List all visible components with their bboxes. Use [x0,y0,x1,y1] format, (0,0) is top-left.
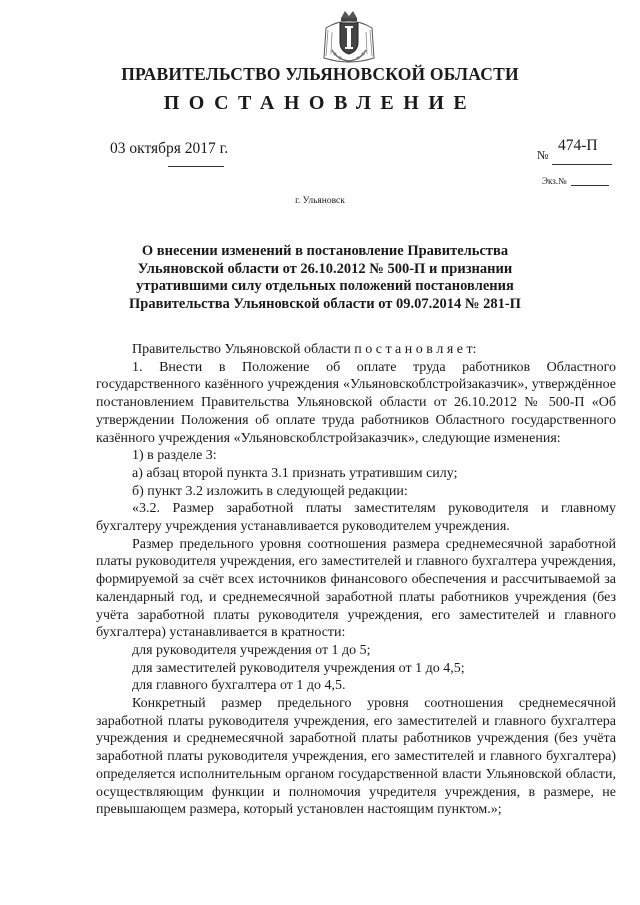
city-label: г. Ульяновск [295,196,345,206]
document-date: 03 октября 2017 г. [110,140,229,157]
body-paragraph: для главного бухгалтера от 1 до 4,5. [132,678,346,694]
body-paragraph: а) абзац второй пункта 3.1 признать утратившим силу; [132,465,458,481]
government-title: ПРАВИТЕЛЬСТВО УЛЬЯНОВСКОЙ ОБЛАСТИ [121,64,519,84]
copy-number-label: Экз.№ [542,176,567,186]
body-paragraph: для руководителя учреждения от 1 до 5; [132,642,371,658]
coat-of-arms-icon [318,6,380,68]
body-paragraph: для заместителей руководителя учреждения от 1 до 4,5; [132,660,465,676]
subject-line: Ульяновской области от 26.10.2012 № 500-П и признании [137,260,513,277]
subject-line: О внесении изменений в постановление Правительства [141,243,509,259]
body-paragraph: Размер предельного уровня соотношения размера среднемесячной заработной платы руководителя учреждения, его заместителей и главного бухгалтера учреждения, формируемой за счёт всех источников финансового обеспечения и рассчитываемой за календарный год, и среднемесячной заработной платы работников учреждения (без учёта заработной платы руководителя учреждения, его заместителей и главного бухгалтера) устанавливается в кратности: [96,536,616,641]
body-paragraph: б) пункт 3.2 изложить в следующей редакции: [132,483,408,499]
number-sign: № [537,148,549,162]
number-underline [552,164,612,165]
body-paragraph: Конкретный размер предельного уровня соотношения среднемесячной заработной платы руководителя учреждения, его заместителей и главного бухгалтера учреждения и среднемесячной заработной платы работников учреждения (без учёта заработной платы руководителя учреждения, его заместителей и главного бухгалтера) определяется исполнительным органом государственной власти Ульяновской области, осуществляющим функции и полномочия учредителя учреждения, в размере, не превышающем размера, который установлен настоящим пунктом.»; [96,696,616,818]
body-paragraph: Правительство Ульяновской области п о с т а н о в л я е т: [132,342,477,357]
body-paragraph: 1) в разделе 3: [132,448,217,464]
document-number: 474-П [558,137,598,154]
copy-number-underline [571,185,609,186]
document-body [96,341,616,819]
body-paragraph: «3.2. Размер заработной платы заместителям руководителя и главному бухгалтеру учреждения устанавливается руководителем учреждения. [96,501,616,535]
document-type-title: ПОСТАНОВЛЕНИЕ [163,92,477,114]
document-subject [100,243,550,313]
subject-line: Правительства Ульяновской области от 09.07.2014 № 281-П [129,295,521,312]
subject-line: утратившими силу отдельных положений постановления [136,278,514,294]
date-underline [168,166,224,167]
body-paragraph: 1. Внести в Положение об оплате труда работников Областного государственного казённого учреждения «Ульяновскоблстройзаказчик», утверждённое постановлением Правительства Ульяновской области от 26.10.2012 № 500-П «Об утверждении Положения об оплате труда работников Областного государственного казённого учреждения «Ульяновскоблстройзаказчик», следующие изменения: [96,359,616,446]
